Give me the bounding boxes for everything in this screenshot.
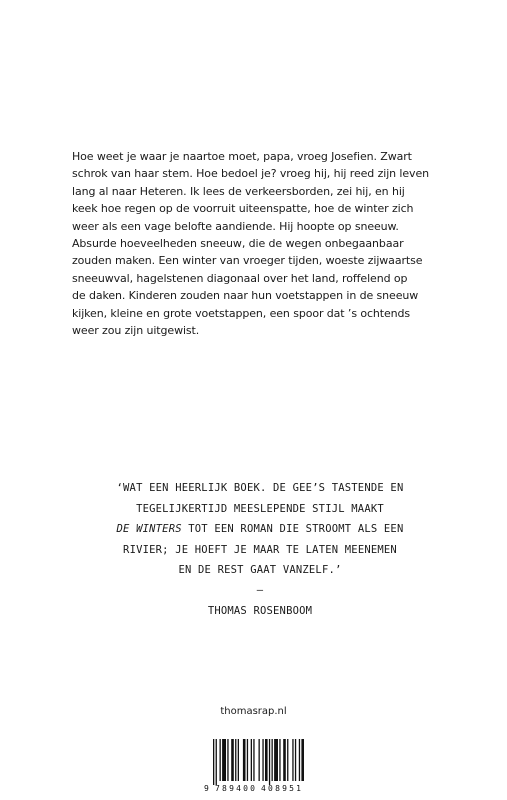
excerpt-line: weer als een vage belofte aandiende. Hij hoopte op sneeuw. (72, 219, 399, 233)
isbn-barcode (203, 739, 309, 793)
barcode-bar (231, 739, 234, 781)
barcode-bar (301, 739, 304, 781)
quote-line (100, 519, 420, 540)
barcode-bar (287, 739, 288, 781)
quote-dash: — (256, 583, 264, 596)
barcode-digit-first: 9 (204, 784, 209, 793)
excerpt-line: weer zou zijn uitgewist. (72, 324, 200, 338)
excerpt-line: schrok van haar stem. Hoe bedoel je? vroeg hij, hij reed zijn leven (72, 167, 429, 181)
quote-line: TEGELIJKERTIJD MEESLEPENDE STIJL MAAKT (136, 502, 384, 515)
barcode-bar (292, 739, 293, 781)
book-title-italic: DE WINTERS (116, 523, 182, 535)
quote-author: THOMAS ROSENBOOM (207, 604, 313, 617)
barcode-bar (269, 739, 270, 785)
barcode-bar (251, 739, 252, 781)
barcode-bar (279, 739, 280, 781)
quote-line: RIVIER; JE HOEFT JE MAAR TE LATEN MEENEMEN (123, 543, 397, 556)
excerpt-line: kijken, kleine en grote voetstappen, een spoor dat ’s ochtends (72, 306, 411, 320)
quote-line-rest: TOT EEN ROMAN DIE STROOMT ALS EEN (181, 523, 404, 535)
barcode-bar (220, 739, 221, 781)
excerpt-line: keek hoe regen op de voorruit uiteenspatte, hoe de winter zich (72, 202, 414, 216)
quote-line: EN DE REST GAAT VANZELF.’ (178, 564, 342, 576)
quote-line: ‘WAT EEN HEERLIJK BOEK. DE GEE’S TASTENDE EN (116, 482, 404, 494)
barcode-bar (265, 739, 268, 781)
barcode-bar (295, 739, 296, 781)
barcode-bar (238, 739, 239, 781)
barcode-digits-right: 408951 (261, 784, 301, 793)
publisher-website: thomasrap.nl (220, 706, 287, 717)
excerpt-line: lang al naar Heteren. Ik lees de verkeersborden, zei hij, en hij (72, 184, 405, 198)
barcode-bar (247, 739, 248, 781)
barcode-bar (272, 739, 273, 781)
excerpt-line: zouden maken. Een winter van vroeger tijden, woeste zijwaartse (72, 254, 423, 268)
excerpt-line: sneeuwval, hagelstenen diagonaal over het land, roffelend op (72, 271, 408, 285)
barcode-bar (227, 739, 228, 781)
barcode-bar (262, 739, 263, 781)
barcode-bar (216, 739, 217, 785)
barcode-bar (213, 739, 214, 785)
barcode-digits-left: 789400 (215, 784, 255, 793)
barcode-bar (299, 739, 300, 781)
barcode-bar (243, 739, 246, 781)
barcode-bar (253, 739, 254, 781)
barcode-bar (274, 739, 278, 781)
barcode-bar (235, 739, 236, 781)
barcode-bar (259, 739, 260, 781)
excerpt-line: de daken. Kinderen zouden naar hun voetstappen in de sneeuw (72, 289, 419, 303)
excerpt-line: Hoe weet je waar je naartoe moet, papa, vroeg Josefien. Zwart (72, 150, 412, 163)
barcode-graphic (203, 739, 309, 793)
barcode-bar (222, 739, 226, 781)
review-quote (100, 478, 420, 621)
back-cover-excerpt (72, 148, 452, 339)
barcode-bar (283, 739, 286, 781)
excerpt-line: Absurde hoeveelheden sneeuw, die de wegen onbegaanbaar (72, 237, 404, 251)
